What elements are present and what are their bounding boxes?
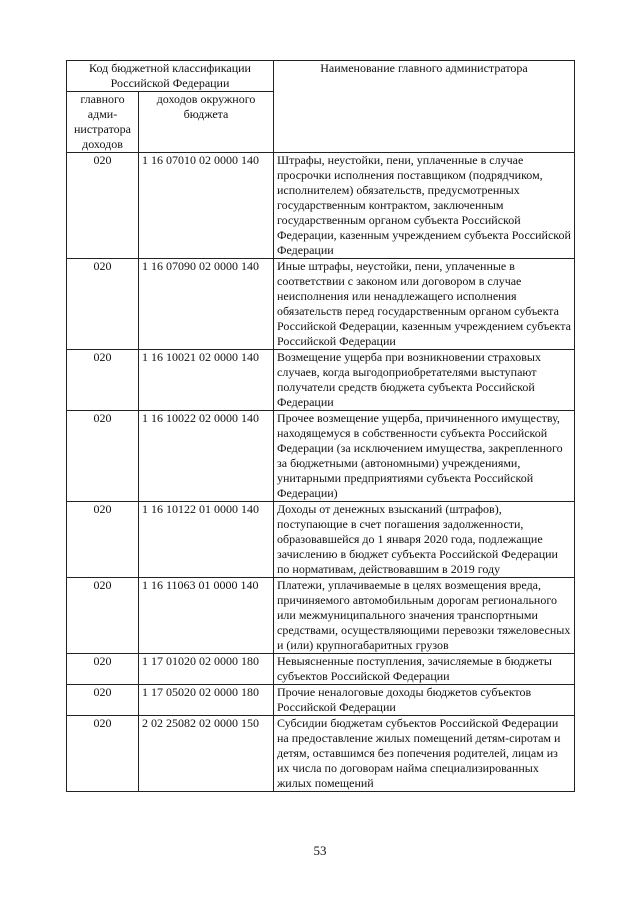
header-budget-code-group: Код бюджетной классификации Российской Федерации: [67, 61, 274, 92]
budget-classification-table: [66, 60, 575, 792]
header-admin-name: Наименование главного администратора: [274, 61, 575, 153]
table-header-row: [67, 61, 575, 92]
admin-name-cell: Иные штрафы, неустойки, пени, уплаченные в соответствии с законом или договором в случае неисполнения или ненадлежащего исполнения обязательств перед государственным органом субъекта Российской Федерации, казенным учреждением субъекта Российской Федерации: [274, 259, 575, 350]
table-row: [67, 716, 575, 792]
admin-name-cell: Прочие неналоговые доходы бюджетов субъектов Российской Федерации: [274, 685, 575, 716]
table-row: [67, 685, 575, 716]
admin-code-cell: 020: [67, 716, 139, 792]
table-row: [67, 411, 575, 502]
admin-code-cell: 020: [67, 685, 139, 716]
income-code-cell: 1 16 10021 02 0000 140: [139, 350, 274, 411]
admin-code-cell: 020: [67, 578, 139, 654]
admin-code-cell: 020: [67, 153, 139, 259]
admin-code-cell: 020: [67, 259, 139, 350]
header-income-code: доходов окружного бюджета: [139, 92, 274, 153]
income-code-cell: 2 02 25082 02 0000 150: [139, 716, 274, 792]
table-row: [67, 153, 575, 259]
admin-name-cell: Невыясненные поступления, зачисляемые в бюджеты субъектов Российской Федерации: [274, 654, 575, 685]
table-row: [67, 502, 575, 578]
income-code-cell: 1 16 07010 02 0000 140: [139, 153, 274, 259]
admin-name-cell: Прочее возмещение ущерба, причиненного имуществу, находящемуся в собственности субъекта Российской Федерации (за исключением имущества, закрепленного за бюджетными (автономными) учреждениями, унитарными предприятиями субъекта Российской Федерации): [274, 411, 575, 502]
admin-code-cell: 020: [67, 350, 139, 411]
admin-name-cell: Штрафы, неустойки, пени, уплаченные в случае просрочки исполнения поставщиком (подрядчиком, исполнителем) обязательств, предусмотренных государственным контрактом, заключенным государственным органом субъекта Российской Федерации, казенным учреждением субъекта Российской Федерации: [274, 153, 575, 259]
table-row: [67, 654, 575, 685]
income-code-cell: 1 17 05020 02 0000 180: [139, 685, 274, 716]
admin-name-cell: Субсидии бюджетам субъектов Российской Федерации на предоставление жилых помещений детям-сиротам и детям, оставшимся без попечения родителей, лицам из их числа по договорам найма специализированных жилых помещений: [274, 716, 575, 792]
table-row: [67, 350, 575, 411]
header-main-admin-code: главного адми-нистратора доходов: [67, 92, 139, 153]
table-row: [67, 259, 575, 350]
page-number: 53: [313, 843, 327, 858]
income-code-cell: 1 16 10122 01 0000 140: [139, 502, 274, 578]
income-code-cell: 1 16 07090 02 0000 140: [139, 259, 274, 350]
income-code-cell: 1 17 01020 02 0000 180: [139, 654, 274, 685]
admin-name-cell: Платежи, уплачиваемые в целях возмещения вреда, причиняемого автомобильным дорогам регионального или межмуниципального значения транспортными средствами, осуществляющими перевозки тяжеловесных и (или) крупногабаритных грузов: [274, 578, 575, 654]
admin-name-cell: Доходы от денежных взысканий (штрафов), поступающие в счет погашения задолженности, образовавшейся до 1 января 2020 года, подлежащие зачислению в бюджет субъекта Российской Федерации по нормативам, действовавшим в 2019 году: [274, 502, 575, 578]
admin-code-cell: 020: [67, 654, 139, 685]
admin-code-cell: 020: [67, 502, 139, 578]
income-code-cell: 1 16 11063 01 0000 140: [139, 578, 274, 654]
table-row: [67, 578, 575, 654]
admin-name-cell: Возмещение ущерба при возникновении страховых случаев, когда выгодоприобретателями выступают получатели средств бюджета субъекта Российской Федерации: [274, 350, 575, 411]
admin-code-cell: 020: [67, 411, 139, 502]
income-code-cell: 1 16 10022 02 0000 140: [139, 411, 274, 502]
